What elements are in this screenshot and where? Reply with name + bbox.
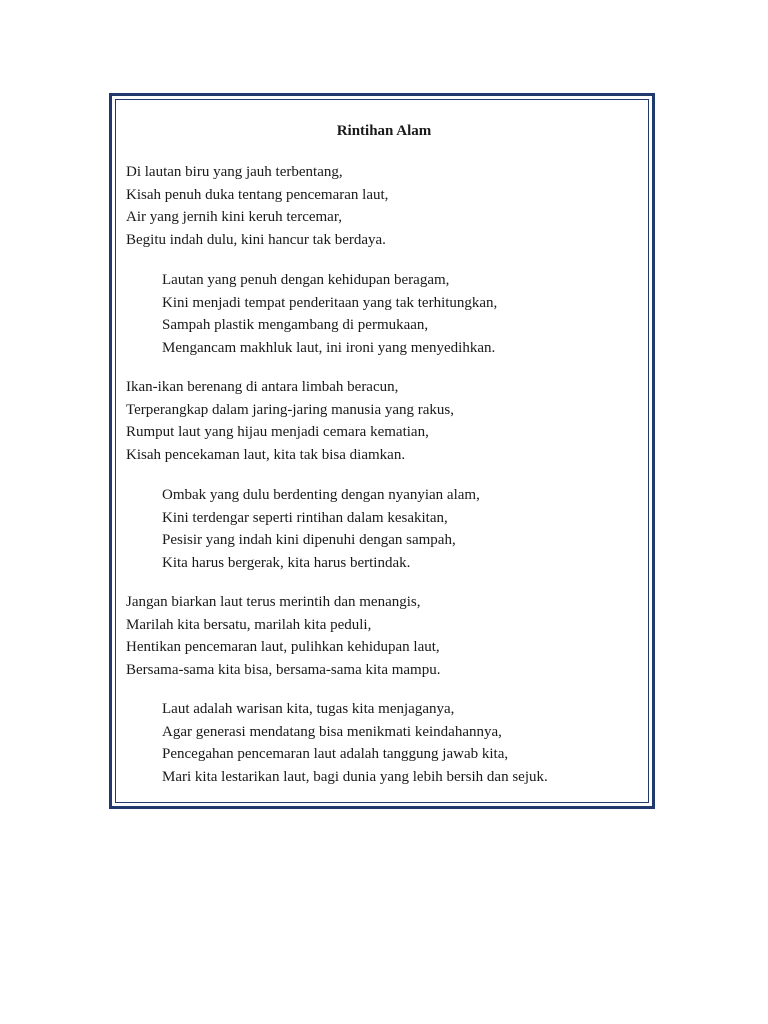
poem-line: Air yang jernih kini keruh tercemar, <box>126 209 342 225</box>
poem-line: Ikan-ikan berenang di antara limbah beracun, <box>126 379 399 395</box>
poem-line: Laut adalah warisan kita, tugas kita menjaganya, <box>162 701 455 717</box>
poem-line: Mari kita lestarikan laut, bagi dunia yang lebih bersih dan sejuk. <box>162 768 548 785</box>
stanza-6 <box>162 698 548 788</box>
poem-line: Sampah plastik mengambang di permukaan, <box>162 317 429 333</box>
poem-line: Bersama-sama kita bisa, bersama-sama kita mampu. <box>126 661 441 678</box>
stanza-4 <box>162 484 480 574</box>
stanza-3 <box>126 376 454 466</box>
poem-line: Mengancam makhluk laut, ini ironi yang menyedihkan. <box>162 339 496 356</box>
poem-line: Kini terdengar seperti rintihan dalam kesakitan, <box>162 509 448 526</box>
poem-line: Pesisir yang indah kini dipenuhi dengan sampah, <box>162 532 456 548</box>
poem-line: Kisah penuh duka tentang pencemaran laut, <box>126 186 389 203</box>
poem-line: Di lautan biru yang jauh terbentang, <box>126 164 343 180</box>
poem-line: Jangan biarkan laut terus merintih dan menangis, <box>126 594 421 610</box>
poem-line: Hentikan pencemaran laut, pulihkan kehidupan laut, <box>126 639 440 655</box>
stanza-1 <box>126 161 388 251</box>
poem-line: Kini menjadi tempat penderitaan yang tak terhitungkan, <box>162 294 498 311</box>
poem-line: Marilah kita bersatu, marilah kita peduli, <box>126 616 372 633</box>
poem-line: Kisah pencekaman laut, kita tak bisa diamkan. <box>126 446 406 463</box>
poem-line: Ombak yang dulu berdenting dengan nyanyian alam, <box>162 487 480 503</box>
poem-line: Terperangkap dalam jaring-jaring manusia yang rakus, <box>126 401 454 418</box>
poem-line: Pencegahan pencemaran laut adalah tanggung jawab kita, <box>162 746 509 762</box>
stanza-5 <box>126 591 440 681</box>
stanza-2 <box>162 269 497 359</box>
poem-line: Begitu indah dulu, kini hancur tak berdaya. <box>126 231 386 248</box>
poem-line: Agar generasi mendatang bisa menikmati keindahannya, <box>162 723 502 740</box>
poem-line: Lautan yang penuh dengan kehidupan beragam, <box>162 272 450 288</box>
poem-title: Rintihan Alam <box>336 123 432 139</box>
poem-line: Kita harus bergerak, kita harus bertindak. <box>162 554 411 571</box>
poem-line: Rumput laut yang hijau menjadi cemara kematian, <box>126 424 429 440</box>
